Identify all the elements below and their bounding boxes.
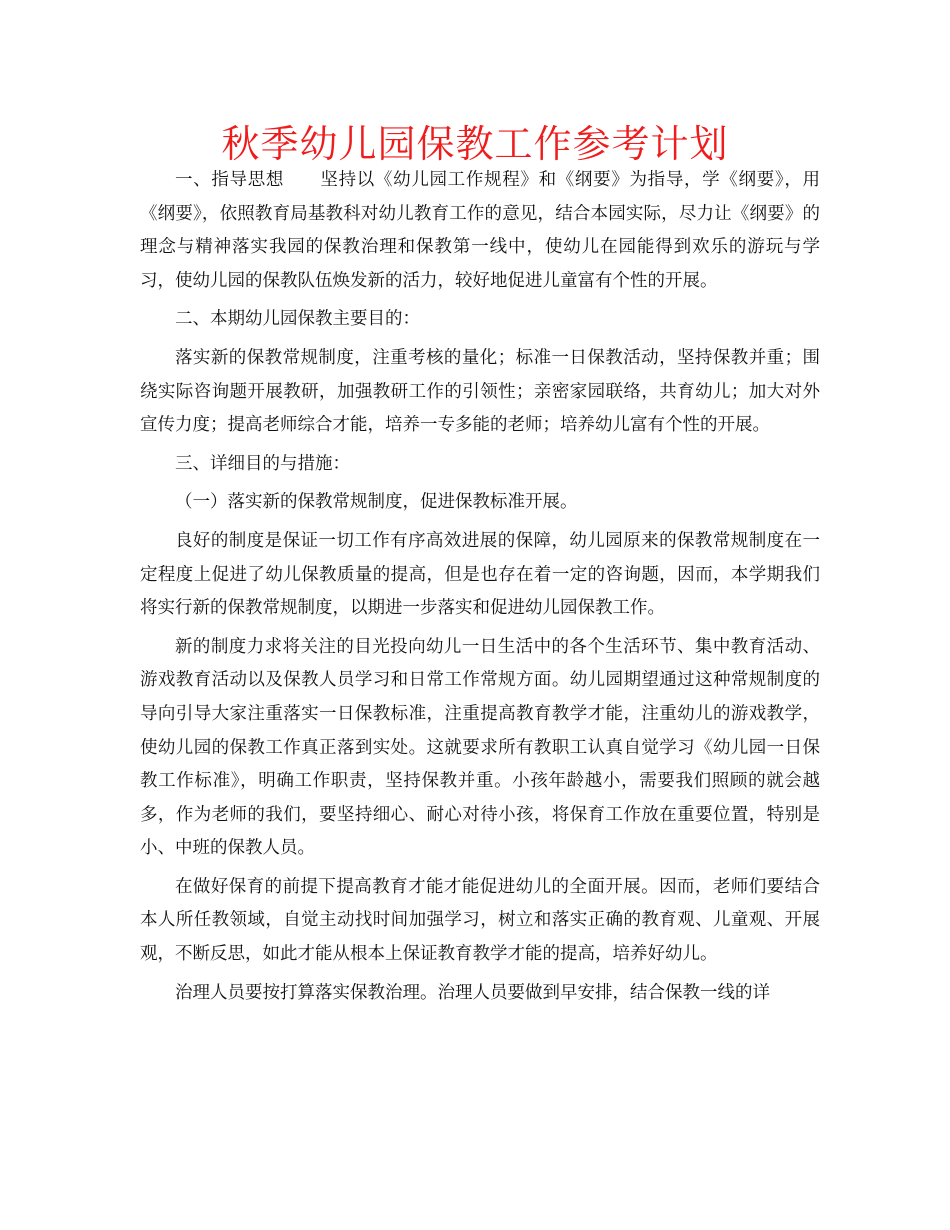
paragraph-good-system: 良好的制度是保证一切工作有序高效进展的保障，幼儿园原来的保教常规制度在一定程度上促进了幼儿保教质量的提高，但是也存在着一定的咨询题，因而，本学期我们将实行新的保教常规制度，以期进一步落实和促进幼儿园保教工作。 [140, 530, 820, 619]
paragraph-new-system: 新的制度力求将关注的目光投向幼儿一日生活中的各个生活环节、集中教育活动、游戏教育活动以及保教人员学习和日常工作常规方面。幼儿园期望通过这种常规制度的导向引导大家注重落实一日保教标准，注重提高教育教学才能，注重幼儿的游戏教学，使幼儿园的保教工作真正落到实处。这就要求所有教职工认真自觉学习《幼儿园一日保教工作标准》，明确工作职责，坚持保教并重。小孩年龄越小，需要我们照顾的就会越多，作为老师的我们，要坚持细心、耐心对待小孩，将保育工作放在重要位置，特别是小、中班的保教人员。 [140, 636, 820, 859]
heading-detailed-goals: 三、详细目的与措施： [175, 453, 350, 474]
document-title: 秋季幼儿园保教工作参考计划 [221, 122, 729, 166]
subheading-routine-system: （一）落实新的保教常规制度，促进保教标准开展。 [175, 492, 578, 513]
paragraph-guiding-thought: 一、指导思想 坚持以《幼儿园工作规程》和《纲要》为指导，学《纲要》，用《纲要》，依照教育局基教科对幼儿教育工作的意见，结合本园实际，尽力让《纲要》的理念与精神落实我园的保教治理和保教第一线中，使幼儿在园能得到欢乐的游玩与学习，使幼儿园的保教队伍焕发新的活力，较好地促进儿童富有个性的开展。 [140, 170, 820, 291]
document-body [140, 164, 820, 1010]
heading-main-goals: 二、本期幼儿园保教主要目的： [175, 309, 420, 330]
paragraph-education-ability: 在做好保育的前提下提高教育才能才能促进幼儿的全面开展。因而，老师们要结合本人所任教领域，自觉主动找时间加强学习，树立和落实正确的教育观、儿童观、开展观，不断反思，如此才能从根本上保证教育教学才能的提高，培养好幼儿。 [140, 876, 820, 965]
paragraph-management: 治理人员要按打算落实保教治理。治理人员要做到早安排，结合保教一线的详 [175, 982, 770, 1003]
paragraph-main-goals: 落实新的保教常规制度，注重考核的量化；标准一日保教活动，坚持保教并重；围绕实际咨询题开展教研，加强教研工作的引领性；亲密家园联络，共育幼儿；加大对外宣传力度；提高老师综合才能，培养一专多能的老师；培养幼儿富有个性的开展。 [140, 347, 820, 436]
